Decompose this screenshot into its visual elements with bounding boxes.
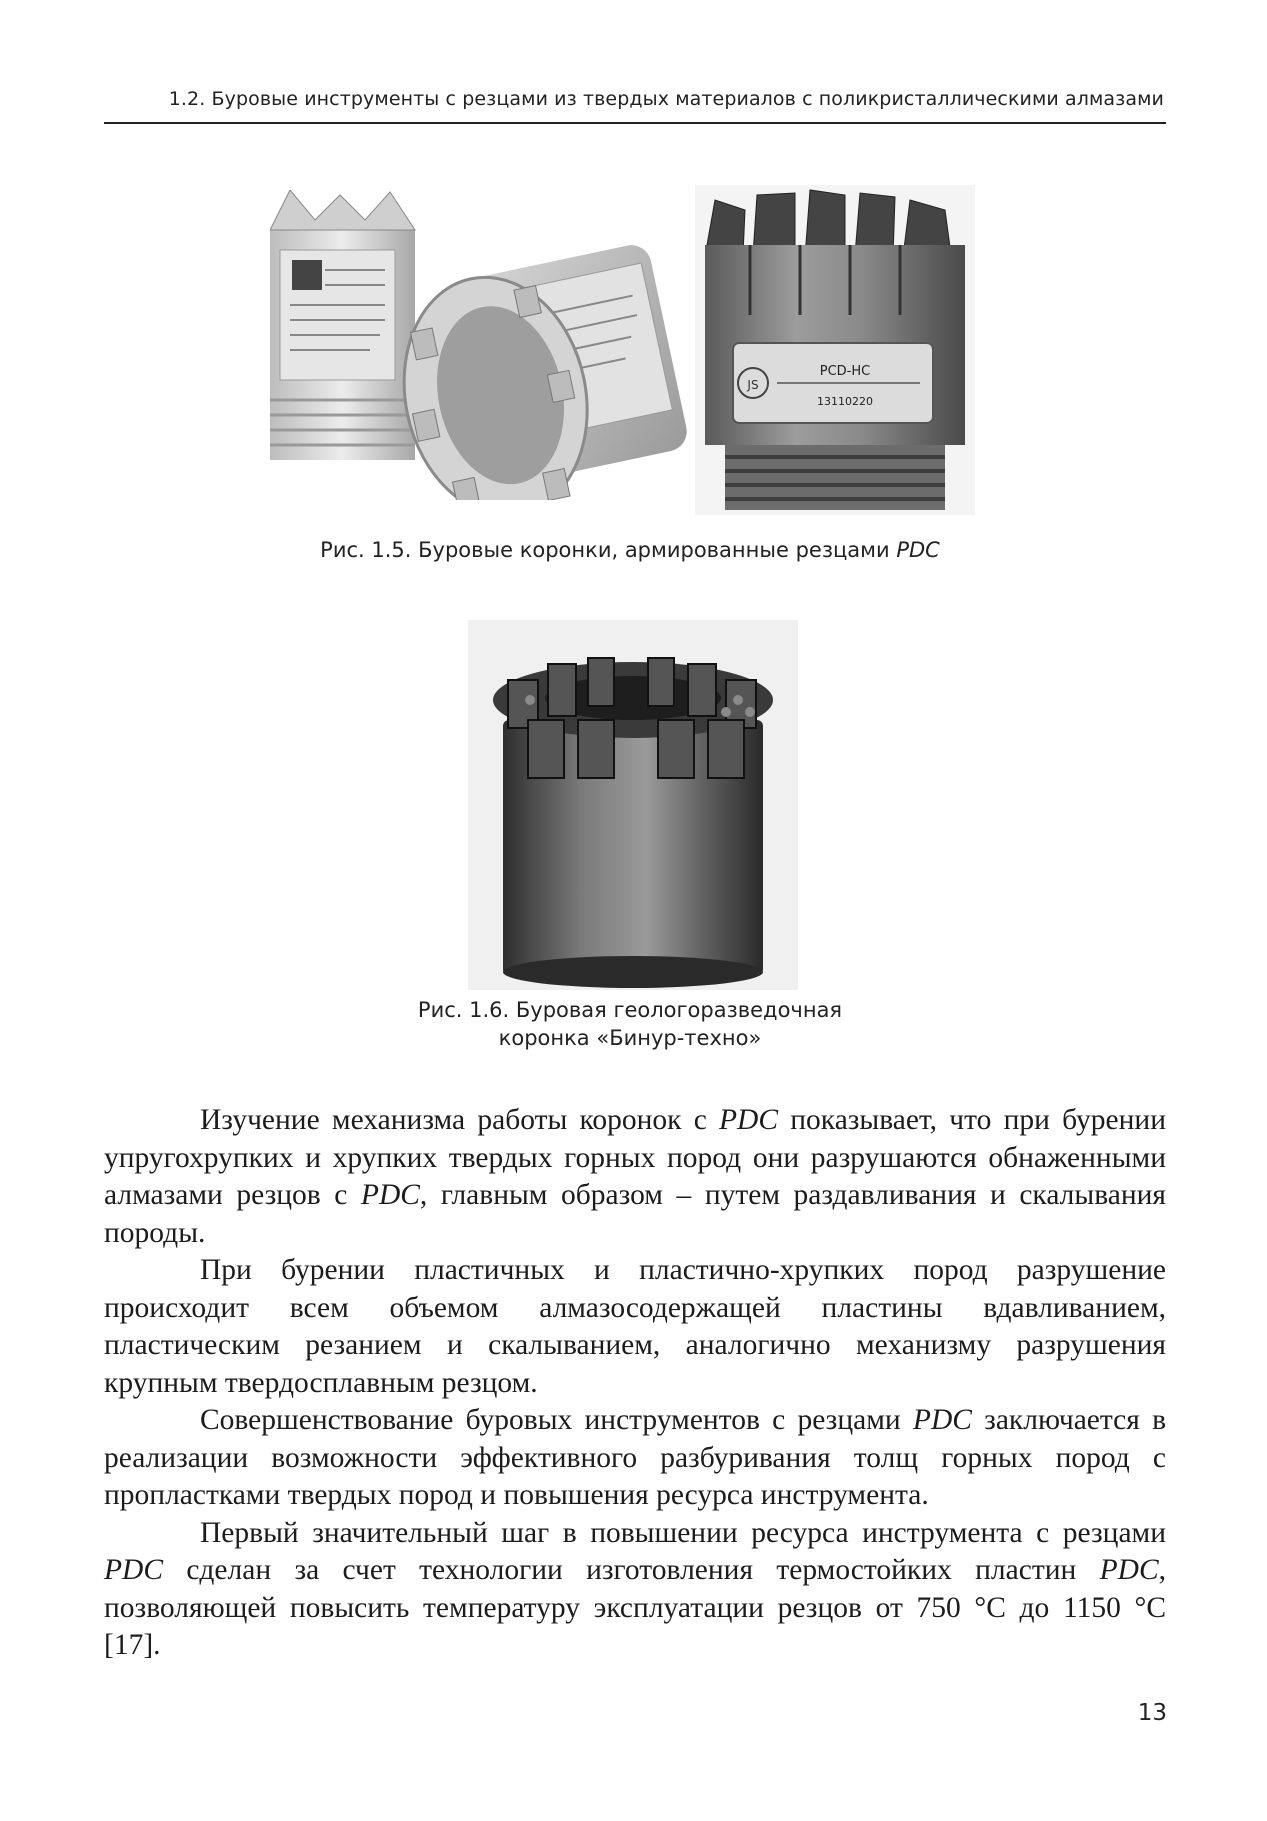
figure-1-5-caption-em: PDC [896,538,940,562]
p3-pdc: PDC [912,1404,972,1436]
photo-pdc-bit-marked [695,185,975,515]
p4-text-b: сделан за счет технологии изготовления термостойких пластин [163,1554,1100,1586]
paragraph-4 [104,1515,1166,1665]
p4-pdc-2: PDC [1099,1554,1159,1586]
header-rule [104,122,1166,124]
bit-serial-text: 13110220 [817,395,873,408]
p1-text-c: , главным образом – путем раздавливания и скалывания породы. [104,1179,1166,1249]
body-text [104,1102,1166,1665]
p1-text-a: Изучение механизма работы коронок с [200,1104,720,1136]
p3-text-a: Совершенствование буровых инструментов с резцами [200,1404,913,1436]
figure-1-5-caption-text: Рис. 1.5. Буровые коронки, армированные резцами [320,538,897,562]
paragraph-3 [104,1402,1166,1515]
bit-logo-text: JS [747,378,759,392]
p1-pdc-2: PDC [360,1179,420,1211]
p4-text-c: , позволяющей повысить температуру эксплуатации резцов от 750 °С до 1150 °С [17]. [104,1554,1166,1661]
photo-binur-techno-bit [468,620,798,990]
figure-1-6-caption-line2: коронка «Бинур-техно» [498,1026,762,1050]
paragraph-1 [104,1102,1166,1252]
p1-text-b: показывает, что при бурении упругохрупких и хрупких твердых горных пород они разрушаются обнаженными алмазами резцов с [104,1104,1166,1211]
figure-1-6-caption [340,996,920,1052]
paragraph-2: При бурении пластичных и пластично-хрупких пород разрушение происходит всем объемом алмазосодержащей пластины вдавливанием, пластическим резанием и скалыванием, аналогично механизму разрушения крупным твердосплавным резцом. [104,1254,1166,1399]
p3-text-b: заключается в реализации возможности эффективного разбуривания толщ горных пород с пропластками твердых пород и повышения ресурса инструмента. [104,1404,1166,1511]
figure-1-6-caption-line1: Рис. 1.6. Буровая геологоразведочная [417,998,843,1022]
p1-pdc-1: PDC [719,1104,779,1136]
p4-text-a: Первый значительный шаг в повышении ресурса инструмента с резцами [200,1516,1166,1549]
figure-1-5-caption [300,536,960,564]
photo-pdc-bits-pair [270,190,700,500]
running-header: 1.2. Буровые инструменты с резцами из твердых материалов с поликристаллическими алмазами [168,88,1164,110]
bit-marking-text: PCD-HC [819,364,871,379]
page-number: 13 [1137,1700,1167,1726]
p4-pdc-1: PDC [104,1554,163,1586]
